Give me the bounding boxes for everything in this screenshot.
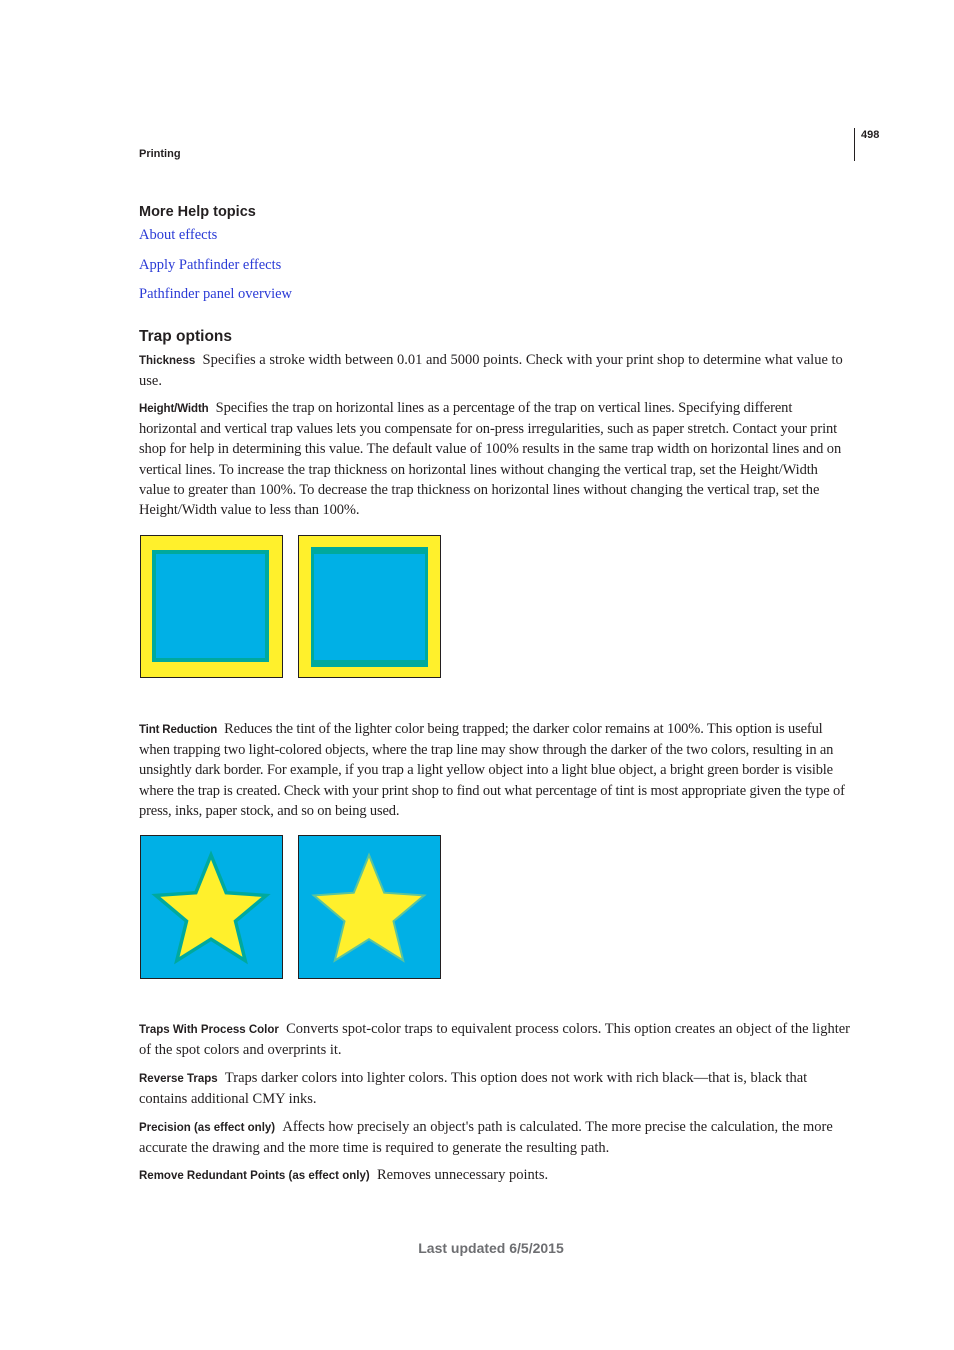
- option-description: Removes unnecessary points.: [376, 1167, 549, 1183]
- option-description: Reduces the tint of the lighter color being trapped; the darker color remains at 100%. This option is useful when trapping two light-colored objects, where the trap line may show through the darker of the two colors, resulting in an unsightly dark border. For example, if you trap a light yellow object into a light blue object, a bright green border is visible where the trap is created. Check with your print shop to find out what percentage of tint is most appropriate given the type of press, inks, paper stock, and so on being used.: [139, 721, 845, 819]
- page-number: 498: [861, 129, 880, 141]
- option-traps-with-process-color: [139, 1019, 851, 1060]
- height-width-figure: [140, 535, 442, 679]
- option-description: Traps darker colors into lighter colors. This option does not work with rich black—that is, black that contains additional CMY inks.: [139, 1070, 808, 1108]
- link-apply-pathfinder-effects[interactable]: Apply Pathfinder effects: [139, 257, 282, 273]
- option-description: Specifies a stroke width between 0.01 and 5000 points. Check with your print shop to determine what value to use.: [139, 352, 843, 390]
- option-precision: [139, 1117, 851, 1158]
- option-term: Tint Reduction: [139, 724, 218, 736]
- option-height-width: [139, 398, 851, 520]
- option-description: Converts spot-color traps to equivalent process colors. This option creates an object of the lighter of the spot colors and overprints it.: [139, 1021, 850, 1059]
- option-term: Traps With Process Color: [139, 1024, 279, 1036]
- option-tint-reduction: [139, 719, 851, 821]
- option-reverse-traps: [139, 1068, 851, 1109]
- more-help-heading: More Help topics: [139, 204, 256, 220]
- section-heading: Trap options: [139, 328, 232, 345]
- star-reduced-tint-trap: [299, 836, 441, 979]
- option-remove-redundant-points: [139, 1165, 851, 1186]
- running-header: Printing: [139, 148, 181, 160]
- star-bright-trap: [141, 836, 283, 979]
- square-wider-horizontal-trap: [299, 536, 441, 678]
- header-rule: [854, 128, 855, 161]
- option-description: Affects how precisely an object's path is calculated. The more precise the calculation, the more accurate the drawing and the more time is required to generate the resulting path.: [139, 1119, 833, 1157]
- option-thickness: [139, 350, 851, 391]
- link-pathfinder-panel-overview[interactable]: Pathfinder panel overview: [139, 286, 293, 302]
- option-term: Height/Width: [139, 403, 209, 415]
- option-term: Reverse Traps: [139, 1073, 218, 1085]
- option-description: Specifies the trap on horizontal lines as a percentage of the trap on vertical lines. Specifying different horizontal and vertical trap values lets you compensate for on-press irregularities, such as paper stretch. Contact your print shop for help in determining this value. The default value of 100% results in the same trap width on horizontal lines and on vertical lines. To increase the trap thickness on horizontal lines without changing the vertical trap, set the Height/Width value to greater than 100%. To decrease the trap thickness on horizontal lines without changing the vertical trap, set the Height/Width value to less than 100%.: [139, 400, 842, 519]
- link-about-effects[interactable]: About effects: [139, 227, 218, 243]
- footer-last-updated: Last updated 6/5/2015: [418, 1240, 564, 1256]
- option-term: Remove Redundant Points (as effect only): [139, 1170, 370, 1182]
- option-term: Precision (as effect only): [139, 1122, 276, 1134]
- tint-reduction-figure: [140, 835, 442, 980]
- option-term: Thickness: [139, 355, 196, 367]
- square-uniform-trap: [141, 536, 283, 678]
